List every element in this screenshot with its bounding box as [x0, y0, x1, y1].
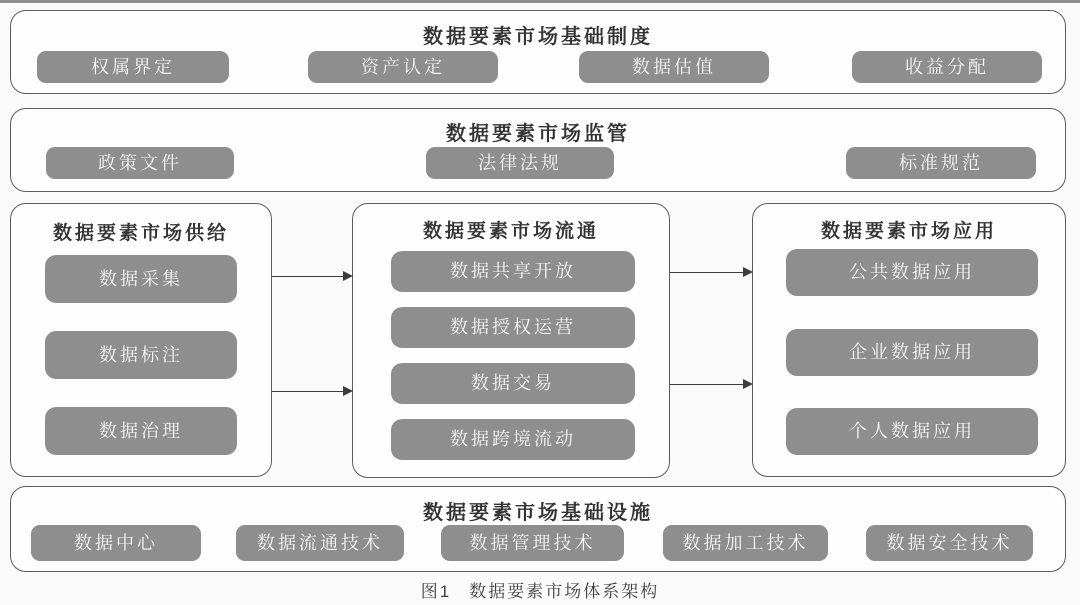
infrastructure-box [10, 486, 1066, 572]
institution-box-title: 数据要素市场基础制度 [423, 26, 653, 48]
pill-public-data-application: 公共数据应用 [786, 249, 1038, 296]
regulation-box [10, 108, 1066, 192]
circulation-box [352, 203, 670, 478]
pill-data-sharing-opening: 数据共享开放 [391, 251, 635, 292]
pill-data-valuation: 数据估值 [579, 51, 769, 83]
figure-number: 图1 [420, 582, 452, 601]
pill-revenue-distribution: 收益分配 [852, 51, 1042, 83]
arrow-supply-to-circulation-lower [272, 391, 343, 392]
pill-asset-recognition: 资产认定 [308, 51, 498, 83]
pill-data-annotation: 数据标注 [45, 331, 237, 379]
arrow-circulation-to-application-upper [670, 272, 743, 273]
pill-data-security-technology: 数据安全技术 [866, 525, 1033, 561]
pill-data-collection: 数据采集 [45, 255, 237, 303]
pill-personal-data-application: 个人数据应用 [786, 408, 1038, 455]
pill-standards-specifications: 标准规范 [846, 147, 1036, 179]
pill-data-cross-border-flow: 数据跨境流动 [391, 419, 635, 460]
pill-data-authorized-operation: 数据授权运营 [391, 307, 635, 348]
pill-data-center: 数据中心 [31, 525, 201, 561]
pill-data-governance: 数据治理 [45, 407, 237, 455]
pill-laws-regulations: 法律法规 [426, 147, 614, 179]
pill-data-management-technology: 数据管理技术 [441, 525, 624, 561]
figure-caption [0, 577, 1080, 602]
pill-ownership-definition: 权属界定 [37, 51, 229, 83]
institution-box [10, 10, 1066, 94]
figure-title: 数据要素市场体系架构 [469, 582, 660, 601]
circulation-box-title: 数据要素市场流通 [422, 221, 599, 242]
pill-policy-documents: 政策文件 [46, 147, 234, 179]
arrow-supply-to-circulation-upper [272, 276, 343, 277]
arrow-circulation-to-application-lower [670, 384, 743, 385]
application-box-title: 数据要素市场应用 [820, 221, 997, 242]
application-box [752, 203, 1066, 477]
pill-data-circulation-technology: 数据流通技术 [236, 525, 404, 561]
pill-data-processing-technology: 数据加工技术 [663, 525, 828, 561]
supply-box [10, 203, 272, 477]
supply-box-title: 数据要素市场供给 [52, 223, 229, 244]
image-top-border [0, 0, 1080, 3]
pill-enterprise-data-application: 企业数据应用 [786, 329, 1038, 376]
infrastructure-box-title: 数据要素市场基础设施 [423, 502, 653, 524]
regulation-box-title: 数据要素市场监管 [446, 123, 630, 145]
pill-data-trading: 数据交易 [391, 363, 635, 404]
